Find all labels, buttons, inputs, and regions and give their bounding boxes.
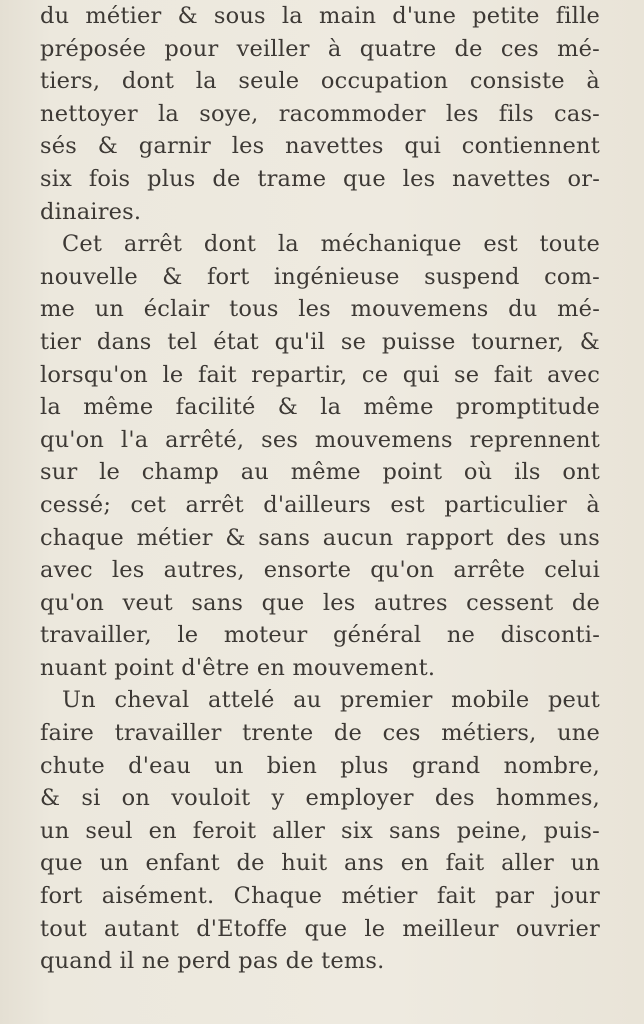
text-line: me un éclair tous les mouvemens du mé- xyxy=(40,296,600,323)
text-line: qu'on l'a arrêté, ses mouvemens reprennent xyxy=(40,426,600,453)
text-line: qu'on veut sans que les autres cessent de xyxy=(40,589,600,616)
text-line: & si on vouloit y employer des hommes, xyxy=(40,785,600,812)
text-line: chute d'eau un bien plus grand nombre, xyxy=(40,752,600,779)
text-line: chaque métier & sans aucun rapport des uns xyxy=(40,524,600,551)
text-line: fort aisément. Chaque métier fait par jour xyxy=(40,883,600,910)
text-line: sés & garnir les navettes qui contiennent xyxy=(40,133,600,160)
text-line: lorsqu'on le fait repartir, ce qui se fait avec xyxy=(40,361,600,388)
text-line: que un enfant de huit ans en fait aller un xyxy=(40,850,600,877)
text-line: nouvelle & fort ingénieuse suspend com- xyxy=(40,263,600,290)
text-line: tier dans tel état qu'il se puisse tourner, & xyxy=(40,328,600,355)
text-line: tiers, dont la seule occupation consiste à xyxy=(40,68,600,95)
text-line: cessé; cet arrêt d'ailleurs est particulier à xyxy=(40,491,600,518)
text-line: Un cheval attelé au premier mobile peut xyxy=(62,687,600,714)
text-line: préposée pour veiller à quatre de ces mé- xyxy=(40,35,600,62)
text-line: un seul en feroit aller six sans peine, puis- xyxy=(40,817,600,844)
text-line: sur le champ au même point où ils ont xyxy=(40,459,600,486)
text-line: dinaires. xyxy=(40,198,142,225)
text-line: Cet arrêt dont la méchanique est toute xyxy=(62,231,600,258)
text-line: nuant point d'être en mouvement. xyxy=(40,654,436,681)
paragraph-1 xyxy=(40,0,600,228)
text-line: nettoyer la soye, racommoder les fils cas- xyxy=(40,100,600,127)
text-line: faire travailler trente de ces métiers, une xyxy=(40,720,600,747)
paragraph-3 xyxy=(40,684,600,977)
text-line: la même facilité & la même promptitude xyxy=(40,394,600,421)
text-line: du métier & sous la main d'une petite fille xyxy=(40,3,600,29)
page-text xyxy=(40,0,600,978)
text-line: tout autant d'Etoffe que le meilleur ouvrier xyxy=(40,915,600,942)
text-line: six fois plus de trame que les navettes or- xyxy=(40,165,600,192)
text-line: avec les autres, ensorte qu'on arrête celui xyxy=(40,557,600,584)
paragraph-2 xyxy=(40,228,600,684)
text-line: quand il ne perd pas de tems. xyxy=(40,948,385,975)
text-line: travailler, le moteur général ne discontі- xyxy=(40,622,600,649)
